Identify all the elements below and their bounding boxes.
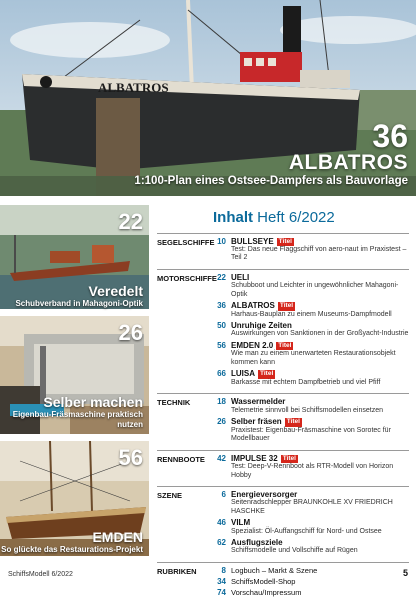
contents-issue: Heft 6/2022	[257, 209, 335, 226]
entry-page: 18	[217, 397, 226, 407]
entry-page: 36	[217, 301, 226, 311]
entry-description: Spezialist: Öl-Auffangschiff für Nord- und Ostsee	[231, 527, 382, 535]
entry-page: 8	[221, 565, 226, 575]
thumb-title: Veredelt	[88, 283, 143, 299]
contents-entry[interactable]	[213, 518, 409, 536]
thumb-selber-machen[interactable]	[0, 316, 149, 434]
thumb-title: Selber machen	[43, 394, 143, 410]
entry-description: Praxistest: Eigenbau-Fräsmaschine von Sorotec für Modellbauer	[231, 426, 391, 443]
entry-description: Test: Deep-V-Rennboot als RTR-Modell von Horizon Hobby	[231, 463, 394, 479]
contents-entry[interactable]	[213, 397, 409, 415]
contents-heading	[213, 210, 409, 227]
entry-title: UELI	[231, 273, 250, 282]
section-label: SZENE	[157, 491, 183, 501]
title-badge: Titel	[278, 237, 292, 245]
hero-page-number[interactable]: 36	[372, 118, 408, 154]
hero-subtitle: 1:100-Plan eines Ostsee-Dampfers als Bauvorlage	[134, 175, 408, 187]
entry-description: Vorschau/Impressum	[231, 588, 302, 598]
section-label: MOTORSCHIFFE	[157, 274, 217, 283]
entry-page: 56	[217, 340, 226, 350]
contents-entry[interactable]	[213, 588, 409, 597]
thumb-emden[interactable]	[0, 441, 149, 556]
entry-page: 6	[221, 490, 226, 500]
thumb-veredelt[interactable]	[0, 205, 149, 309]
title-badge: Titel	[278, 341, 292, 349]
page-number: 5	[402, 568, 408, 578]
contents-sections	[157, 233, 409, 600]
entry-title: BULLSEYE	[231, 236, 274, 246]
footer-magazine: SchiffsModell	[8, 571, 50, 578]
title-badge: Titel	[286, 418, 300, 426]
section-label: SEGELSCHIFFE	[157, 237, 215, 247]
entry-description: Harhaus-Bauplan zu einem Museums-Dampfmodell	[231, 310, 392, 318]
entry-page: 26	[217, 417, 226, 427]
hero-title[interactable]: ALBATROS	[288, 151, 408, 174]
entry-title: Ausflugsziele	[231, 538, 283, 548]
thumb-page-number: 56	[118, 445, 143, 470]
footer	[8, 571, 73, 578]
contents-section	[157, 562, 409, 599]
entry-page: 66	[217, 369, 226, 379]
entry-title: EMDEN 2.0	[231, 340, 274, 350]
contents-section	[157, 269, 409, 389]
title-badge: Titel	[282, 454, 296, 462]
section-label: RUBRIKEN	[157, 566, 197, 576]
entry-title: VILM	[231, 518, 251, 528]
entry-description: SchiffsModell-Shop	[231, 576, 296, 586]
entry-description: Barkasse mit echtem Dampfbetrieb und viel Pfiff	[231, 378, 381, 386]
hull-name: ALBATROS	[98, 80, 169, 95]
contents-title: Inhalt	[213, 209, 253, 226]
contents-section	[157, 486, 409, 558]
entry-description: Seitenradschlepper BRAUNKOHLE XV FRIEDRICH HASCHKE	[231, 499, 393, 515]
entry-page: 22	[217, 273, 226, 282]
title-badge: Titel	[279, 302, 294, 310]
section-label: RENNBOOTE	[157, 454, 205, 464]
contents-entry[interactable]	[213, 490, 409, 516]
thumb-subtitle: Eigenbau-Fräsmaschine praktisch nutzen	[12, 410, 143, 429]
entry-description: Schiffsmodelle und Vollschiffe auf Rügen	[231, 547, 358, 555]
contents-entry[interactable]	[213, 566, 409, 575]
entry-page: 42	[217, 453, 226, 463]
entry-page: 10	[217, 236, 226, 246]
contents-entry[interactable]	[213, 341, 409, 368]
contents-entry[interactable]	[213, 417, 409, 444]
contents-section	[157, 233, 409, 266]
footer-issue: 6/2022	[51, 571, 73, 578]
thumb-title: EMDEN	[92, 529, 143, 545]
entry-page: 34	[217, 576, 226, 586]
entry-page: 62	[217, 538, 226, 548]
contents-entry[interactable]	[213, 454, 409, 481]
entry-description: Telemetrie sinnvoll bei Schiffsmodellen einsetzen	[231, 406, 384, 414]
entry-title: ALBATROS	[231, 301, 275, 311]
title-badge: Titel	[260, 370, 274, 378]
entry-title: LUISA	[231, 369, 255, 379]
contents-entry[interactable]	[213, 237, 409, 264]
section-label: TECHNIK	[157, 398, 191, 408]
entry-description: Schubboot und Leichter in ungewöhnlicher Mahagoni-Optik	[231, 282, 399, 298]
entry-description: Auswirkungen von Sanktionen in der Großyacht-Industrie	[231, 330, 409, 338]
contents-entry[interactable]	[213, 301, 409, 319]
table-of-contents	[157, 210, 409, 603]
hero-image	[0, 0, 416, 196]
contents-entry[interactable]	[213, 538, 409, 556]
entry-description: Logbuch – Markt & Szene	[231, 565, 318, 575]
entry-description: Test: Das neue Flaggschiff von aero-naut im Praxistest – Teil 2	[231, 245, 407, 262]
contents-section	[157, 450, 409, 483]
entry-page: 50	[217, 321, 226, 331]
thumb-page-number: 26	[118, 320, 143, 345]
entry-title: Wassermelder	[231, 397, 286, 407]
entry-title: Energieversorger	[231, 490, 298, 500]
entry-page: 74	[217, 588, 226, 598]
entry-description: Wie man zu einem unerwarteten Restaurationsobjekt kommen kann	[231, 350, 396, 366]
entry-page: 46	[217, 518, 226, 528]
entry-title: Unruhige Zeiten	[231, 321, 292, 331]
contents-entry[interactable]	[213, 273, 409, 299]
thumb-page-number: 22	[118, 209, 143, 234]
contents-entry[interactable]	[213, 577, 409, 586]
thumb-subtitle: Schubverband in Mahagoni-Optik	[15, 299, 143, 308]
contents-entry[interactable]	[213, 369, 409, 387]
thumb-subtitle: So glückte das Restaurations-Projekt	[1, 545, 143, 554]
entry-title: Selber fräsen	[231, 417, 282, 427]
contents-section	[157, 393, 409, 445]
contents-entry[interactable]	[213, 321, 409, 339]
entry-title: IMPULSE 32	[231, 453, 278, 463]
